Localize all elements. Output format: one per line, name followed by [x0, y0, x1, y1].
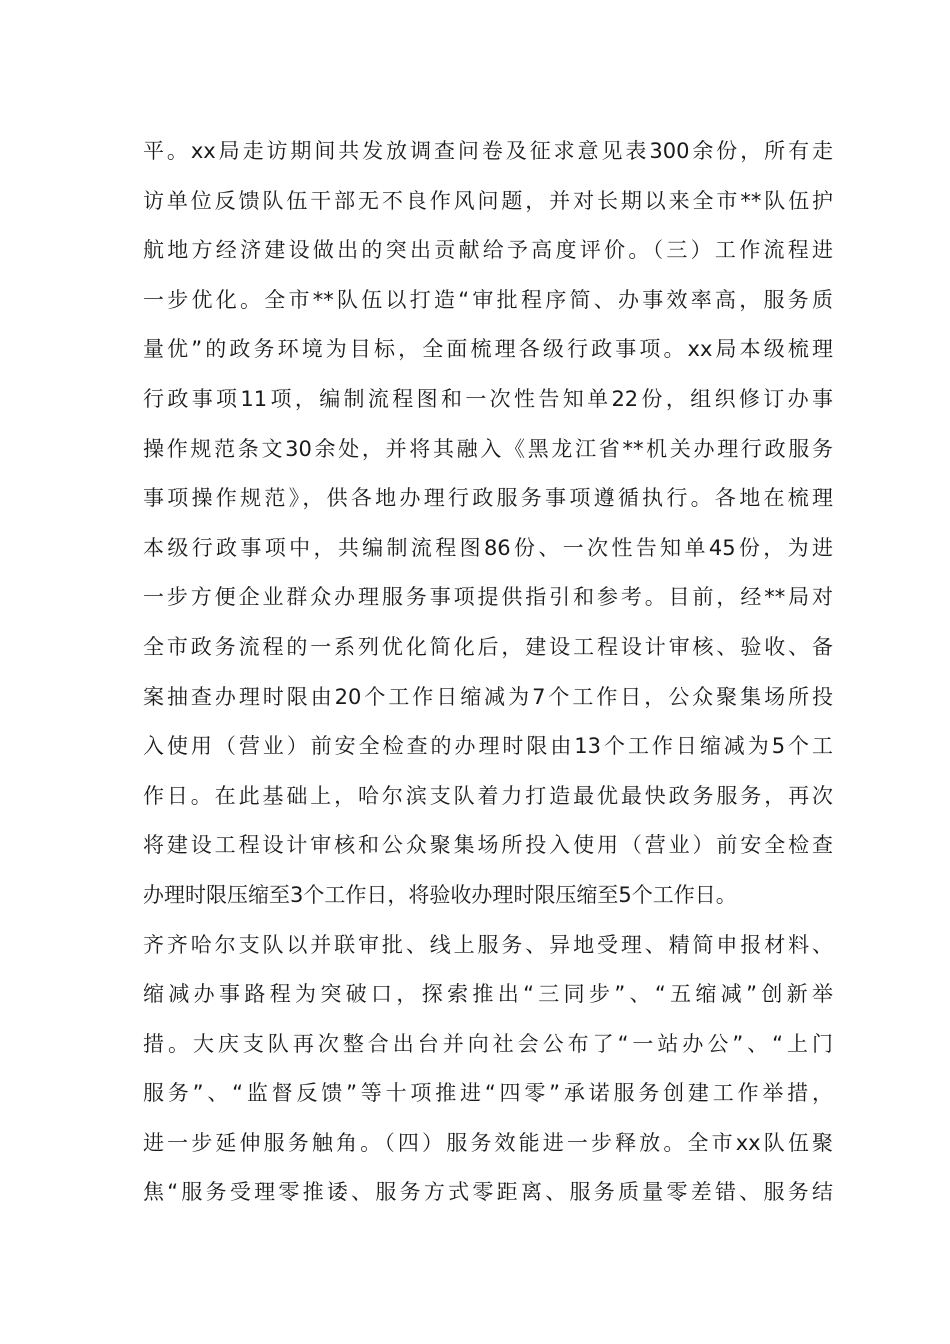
- text-line: 量优”的政务环境为目标，全面梳理各级行政事项。xx局本级梳理: [143, 337, 833, 362]
- text-line: 本级行政事项中，共编制流程图86份、一次性告知单45份，为进: [143, 535, 833, 560]
- text-line: 航地方经济建设做出的突出贡献给予高度评价。（三）工作流程进: [143, 238, 833, 263]
- text-line: 作日。在此基础上，哈尔滨支队着力打造最优最快政务服务，再次: [143, 783, 833, 808]
- text-line: 一步优化。全市**队伍以打造“审批程序简、办事效率高，服务质: [143, 287, 833, 312]
- text-line: 办理时限压缩至3个工作日，将验收办理时限压缩至5个工作日。: [143, 882, 737, 907]
- text-line: 齐齐哈尔支队以并联审批、线上服务、异地受理、精简申报材料、: [143, 932, 833, 957]
- text-line: 案抽查办理时限由20个工作日缩减为7个工作日，公众聚集场所投: [143, 684, 833, 709]
- text-line: 措。大庆支队再次整合出台并向社会公布了“一站办公”、“上门: [143, 1031, 833, 1056]
- text-line: 平。xx局走访期间共发放调查问卷及征求意见表300余份，所有走: [143, 139, 833, 163]
- text-line: 焦“服务受理零推诿、服务方式零距离、服务质量零差错、服务结: [143, 1180, 833, 1205]
- text-line: 全市政务流程的一系列优化简化后，建设工程设计审核、验收、备: [143, 634, 833, 659]
- text-line: 行政事项11项，编制流程图和一次性告知单22份，组织修订办事: [143, 386, 833, 411]
- text-line: 进一步延伸服务触角。（四）服务效能进一步释放。全市xx队伍聚: [143, 1130, 833, 1155]
- text-line: 将建设工程设计审核和公众聚集场所投入使用（营业）前安全检查: [143, 833, 833, 858]
- text-line: 一步方便企业群众办理服务事项提供指引和参考。目前，经**局对: [143, 585, 833, 610]
- text-line: 事项操作规范》，供各地办理行政服务事项遵循执行。各地在梳理: [143, 486, 833, 511]
- text-line: 缩减办事路程为突破口，探索推出“三同步”、“五缩减”创新举: [143, 982, 833, 1007]
- text-line: 服务”、“监督反馈”等十项推进“四零”承诺服务创建工作举措，: [143, 1081, 833, 1106]
- body-text: [143, 127, 833, 1218]
- text-line: 入使用（营业）前安全检查的办理时限由13个工作日缩减为5个工: [143, 734, 833, 759]
- text-line: 操作规范条文30余处，并将其融入《黑龙江省**机关办理行政服务: [143, 436, 833, 461]
- text-line: 访单位反馈队伍干部无不良作风问题，并对长期以来全市**队伍护: [143, 188, 833, 213]
